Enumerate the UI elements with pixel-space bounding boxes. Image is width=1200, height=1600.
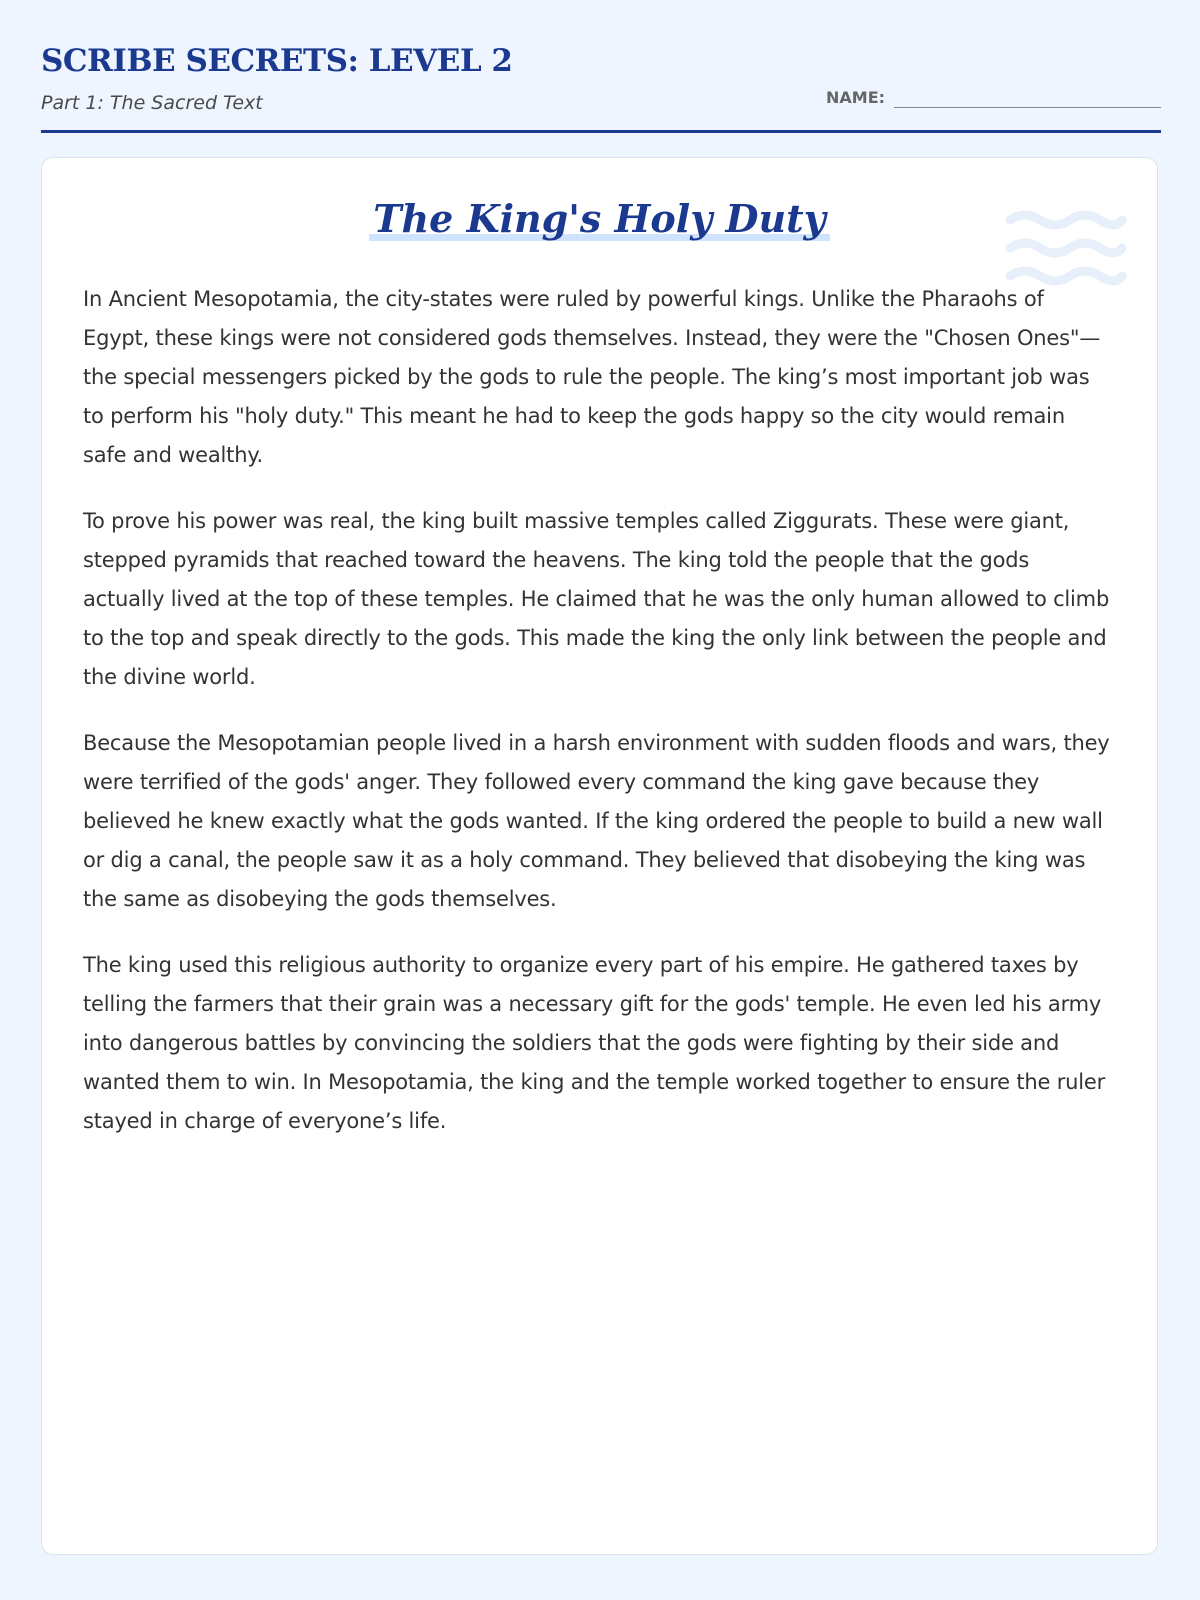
story-title [42, 196, 1157, 241]
worksheet-title: SCRIBE SECRETS: LEVEL 2 [41, 43, 513, 79]
story-paragraph: In Ancient Mesopotamia, the city-states were ruled by powerful kings. Unlike the Pharaohs of Egypt, these kings were not considered gods themselves. Instead, they were the "Chosen Ones"—the special messengers picked by the gods to rule the people. The king’s most important job was to perform his "holy duty." This meant he had to keep the gods happy so the city would remain safe and wealthy. [83, 287, 1101, 467]
worksheet-subtitle: Part 1: The Sacred Text [41, 92, 263, 114]
story-title-text: The King's Holy Duty [369, 196, 829, 241]
story-paragraph: To prove his power was real, the king built massive temples called Ziggurats. These were giant, stepped pyramids that reached toward the heavens. The king told the people that the gods actually lived at the top of these temples. He claimed that he was the only human allowed to climb to the top and speak directly to the gods. This made the king the only link between the people and the divine world. [83, 509, 1110, 689]
name-label: NAME: [826, 88, 886, 107]
reading-card [41, 157, 1158, 1555]
story-paragraph: Because the Mesopotamian people lived in a harsh environment with sudden floods and wars, they were terrified of the gods' anger. They followed every command the king gave because they believed he knew exactly what the gods wanted. If the king ordered the people to build a new wall or dig a canal, the people saw it as a holy command. They believed that disobeying the king was the same as disobeying the gods themselves. [83, 731, 1110, 911]
worksheet-header [41, 38, 1161, 133]
story-paragraph: The king used this religious authority to organize every part of his empire. He gathered taxes by telling the farmers that their grain was a necessary gift for the gods' temple. He even led his army into dangerous battles by convincing the soldiers that the gods were fighting by their side and wanted them to win. In Mesopotamia, the king and the temple worked together to ensure the ruler stayed in charge of everyone’s life. [83, 953, 1106, 1133]
story-body [83, 280, 1113, 1168]
name-field[interactable] [894, 107, 1161, 108]
